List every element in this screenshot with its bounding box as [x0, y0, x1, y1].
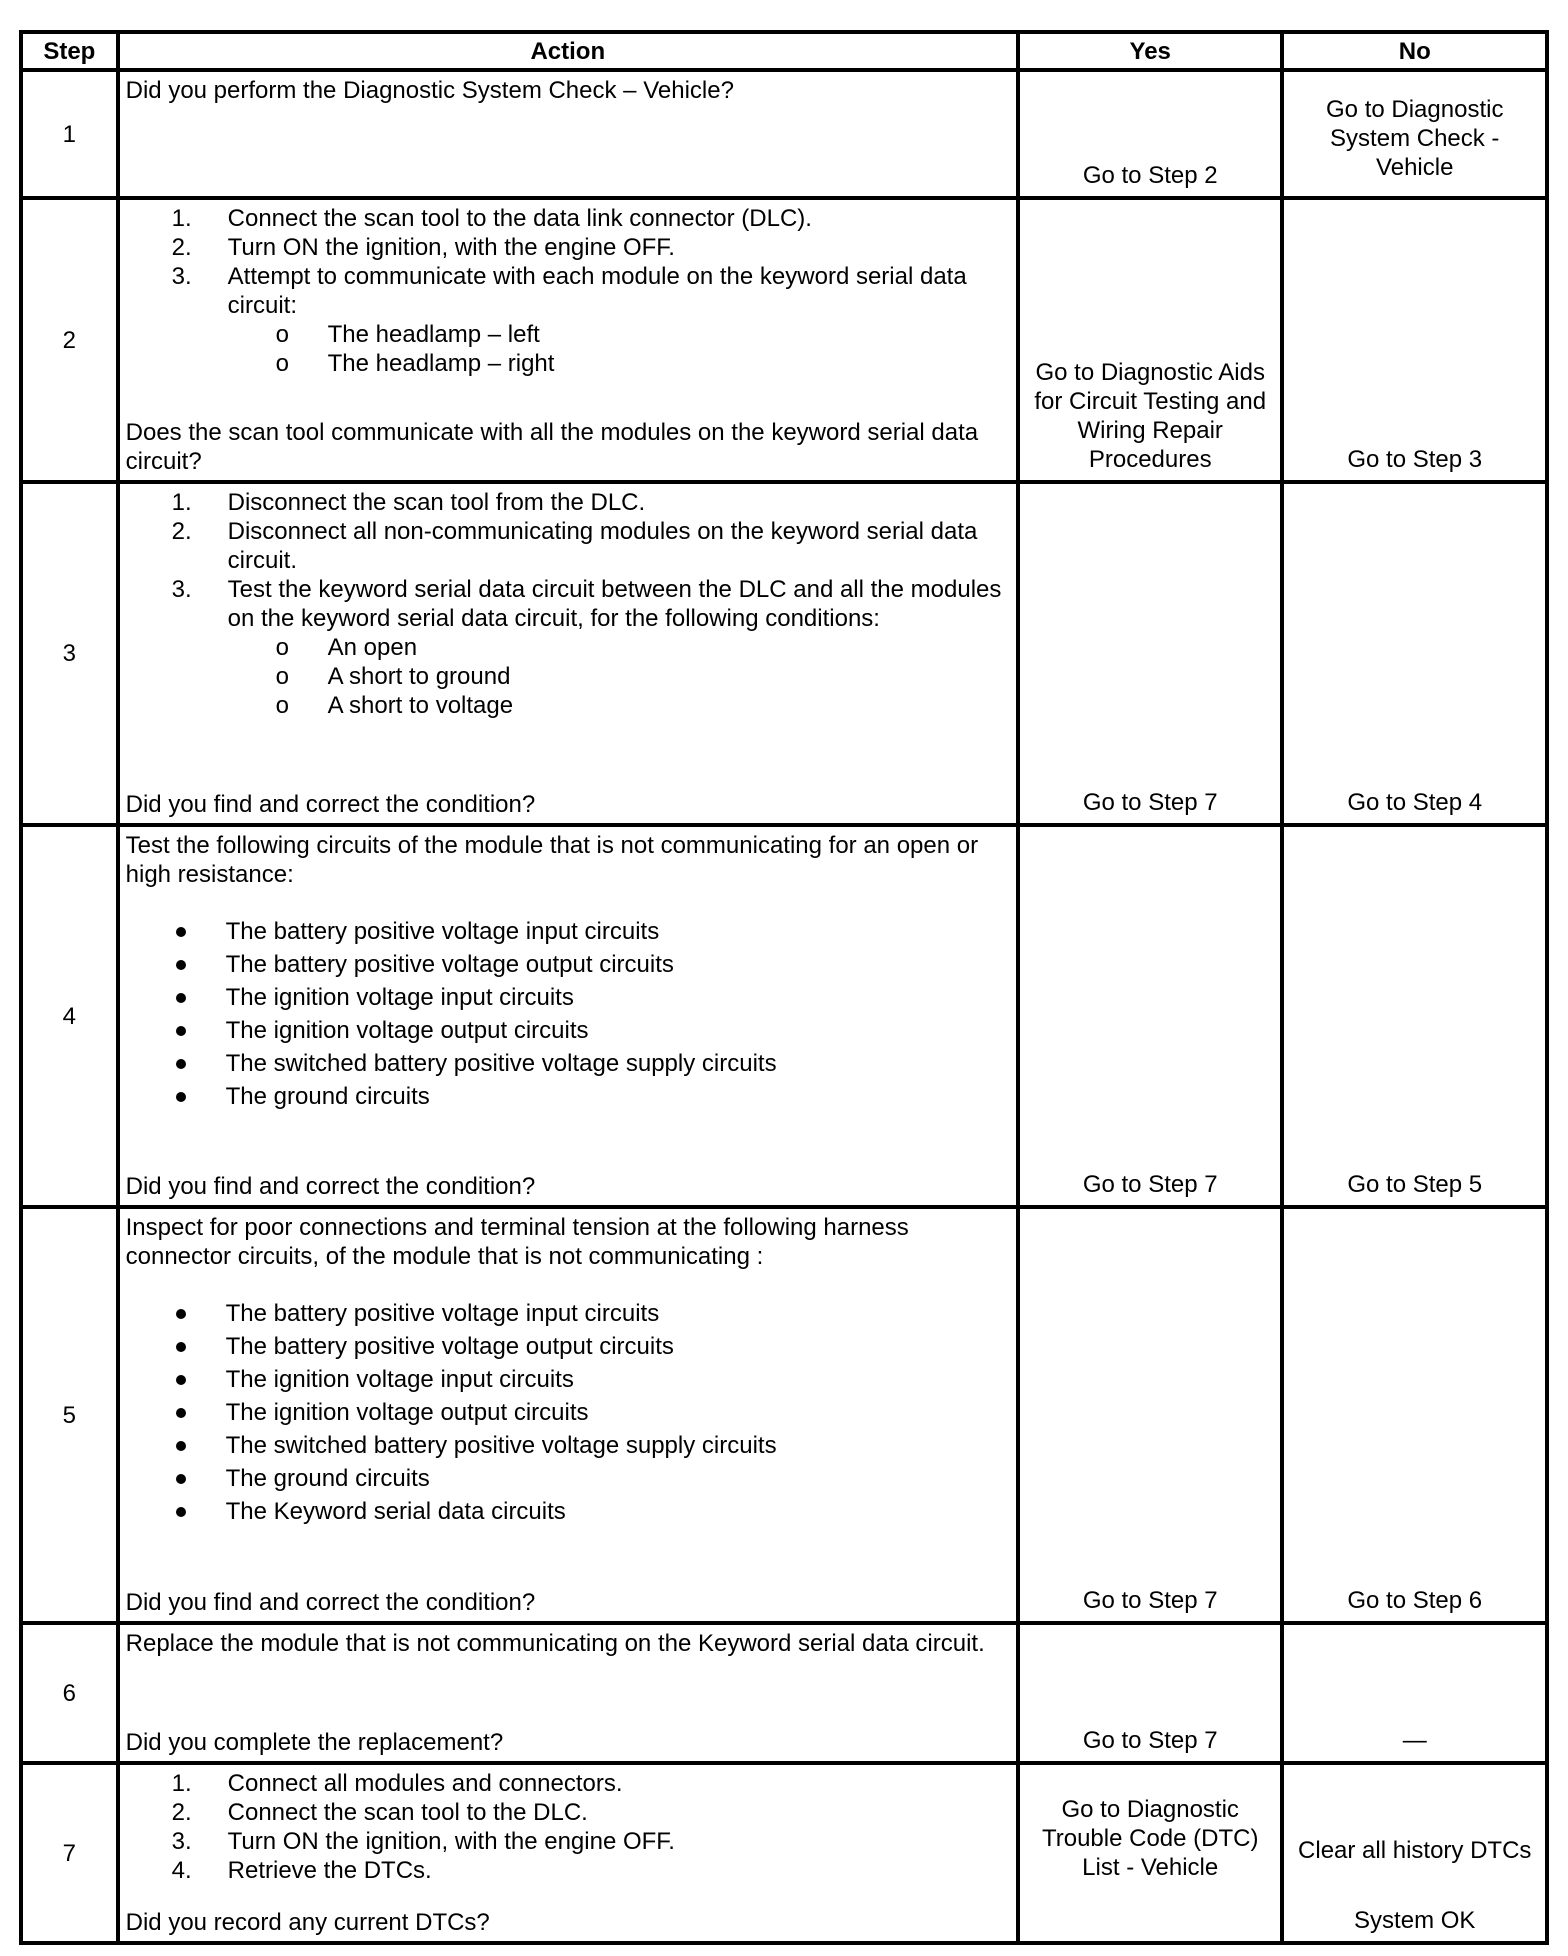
table-row [21, 198, 1547, 482]
list-item: o The headlamp – right [275, 350, 555, 377]
no-result: System OK [1354, 1907, 1476, 1934]
list-item: o An open [275, 634, 418, 661]
action-cell [118, 482, 1018, 825]
question-text: Did you find and correct the condition? [125, 1589, 536, 1616]
no-link[interactable]: Go to Step 3 [1347, 446, 1483, 473]
no-link[interactable]: Go to Diagnostic System Check - Vehicle [1326, 95, 1504, 181]
list-item: o A short to ground [275, 663, 511, 690]
table-row [21, 70, 1547, 198]
bullet-icon [176, 1342, 186, 1352]
step-number: 5 [21, 1207, 118, 1623]
list-item: o A short to voltage [275, 692, 514, 719]
no-cell [1282, 1207, 1547, 1623]
step-number: 1 [21, 70, 118, 198]
bullet-icon [176, 1474, 186, 1484]
list-item: 2. Turn ON the ignition, with the engine OFF. [171, 234, 675, 261]
action-cell [118, 198, 1018, 482]
yes-cell [1018, 482, 1283, 825]
action-text: Inspect for poor connections and terminal tension at the following harness connector circuits, of the module that is not communicating : [125, 1214, 909, 1270]
yes-cell [1018, 198, 1283, 482]
action-cell [118, 1623, 1018, 1763]
no-cell [1282, 1763, 1547, 1943]
numbered-list [126, 1769, 1008, 1885]
step-number: 4 [21, 825, 118, 1207]
list-item: The ignition voltage output circuits [126, 1016, 1008, 1045]
yes-cell [1018, 1623, 1283, 1763]
question-text: Did you record any current DTCs? [125, 1909, 490, 1936]
no-link[interactable]: Go to Step 4 [1347, 789, 1483, 816]
no-dash: — [1402, 1727, 1427, 1754]
bullet-icon [176, 960, 186, 970]
list-item: The ground circuits [126, 1464, 1008, 1493]
list-item: 1. Connect the scan tool to the data link connector (DLC). [171, 205, 812, 232]
no-cell [1282, 70, 1547, 198]
action-cell [118, 1207, 1018, 1623]
header-no: No [1282, 32, 1547, 70]
action-cell [118, 1763, 1018, 1943]
list-item: The switched battery positive voltage supply circuits [126, 1431, 1008, 1460]
step-number: 2 [21, 198, 118, 482]
question-text: Did you find and correct the condition? [125, 791, 536, 818]
bullet-icon [176, 927, 186, 937]
yes-link[interactable]: Go to Step 7 [1082, 1587, 1218, 1614]
list-item: The battery positive voltage output circuits [126, 950, 1008, 979]
no-cell [1282, 825, 1547, 1207]
action-text: Test the following circuits of the module that is not communicating for an open or high resistance: [125, 832, 979, 888]
no-cell [1282, 1623, 1547, 1763]
table-row [21, 825, 1547, 1207]
yes-link[interactable]: Go to Step 7 [1082, 789, 1218, 816]
list-item: 2. Connect the scan tool to the DLC. [171, 1799, 588, 1826]
action-cell [118, 825, 1018, 1207]
no-cell [1282, 198, 1547, 482]
bullet-icon [176, 1507, 186, 1517]
table-row [21, 482, 1547, 825]
bullet-icon [176, 1092, 186, 1102]
bullet-icon [176, 1059, 186, 1069]
table-row [21, 1763, 1547, 1943]
header-yes: Yes [1018, 32, 1283, 70]
bullet-icon [176, 1309, 186, 1319]
question-text: Did you find and correct the condition? [125, 1173, 536, 1200]
list-item: 4. Retrieve the DTCs. [171, 1857, 432, 1884]
header-action: Action [118, 32, 1018, 70]
list-item: The ignition voltage input circuits [126, 1365, 1008, 1394]
list-item: The battery positive voltage input circuits [126, 1299, 1008, 1328]
list-item: The switched battery positive voltage supply circuits [126, 1049, 1008, 1078]
no-cell [1282, 482, 1547, 825]
question-text: Did you complete the replacement? [125, 1729, 504, 1756]
list-item: The battery positive voltage input circuits [126, 917, 1008, 946]
header-row [21, 32, 1547, 70]
yes-cell [1018, 1207, 1283, 1623]
step-number: 3 [21, 482, 118, 825]
table-row [21, 1207, 1547, 1623]
list-item: 1. Connect all modules and connectors. [171, 1770, 623, 1797]
list-item: 3. Turn ON the ignition, with the engine OFF. [171, 1828, 675, 1855]
list-item: The ignition voltage input circuits [126, 983, 1008, 1012]
bullet-icon [176, 1375, 186, 1385]
bullet-list [126, 917, 1008, 1111]
bullet-icon [176, 993, 186, 1003]
list-item: The ignition voltage output circuits [126, 1398, 1008, 1427]
step-number: 6 [21, 1623, 118, 1763]
list-item: o The headlamp – left [275, 321, 540, 348]
list-item: The ground circuits [126, 1082, 1008, 1111]
bullet-list [126, 1299, 1008, 1526]
diagnostic-table [19, 30, 1549, 1945]
numbered-list [126, 204, 1008, 320]
no-link[interactable]: Clear all history DTCs [1298, 1837, 1532, 1864]
list-item: 3. Attempt to communicate with each module on the keyword serial data circuit: [171, 263, 967, 319]
no-link[interactable]: Go to Step 5 [1347, 1171, 1483, 1198]
yes-link[interactable]: Go to Step 7 [1082, 1171, 1218, 1198]
yes-link[interactable]: Go to Step 7 [1082, 1727, 1218, 1754]
sub-list [126, 633, 1008, 720]
yes-cell [1018, 825, 1283, 1207]
header-step: Step [21, 32, 118, 70]
bullet-icon [176, 1026, 186, 1036]
bullet-icon [176, 1441, 186, 1451]
list-item: 1. Disconnect the scan tool from the DLC. [171, 489, 646, 516]
list-item: The Keyword serial data circuits [126, 1497, 1008, 1526]
yes-cell [1018, 1763, 1283, 1943]
list-item: 2. Disconnect all non-communicating modules on the keyword serial data circuit. [171, 518, 978, 574]
no-link[interactable]: Go to Step 6 [1347, 1587, 1483, 1614]
list-item: The battery positive voltage output circuits [126, 1332, 1008, 1361]
numbered-list [126, 488, 1008, 633]
action-cell [118, 70, 1018, 198]
yes-link[interactable]: Go to Step 2 [1082, 162, 1218, 189]
action-text: Did you perform the Diagnostic System Check – Vehicle? [125, 77, 734, 104]
action-text: Replace the module that is not communicating on the Keyword serial data circuit. [125, 1630, 985, 1657]
bullet-icon [176, 1408, 186, 1418]
step-number: 7 [21, 1763, 118, 1943]
sub-list [126, 320, 1008, 378]
yes-link[interactable]: Go to Diagnostic Trouble Code (DTC) List - Vehicle [1041, 1795, 1259, 1881]
yes-link[interactable]: Go to Diagnostic Aids for Circuit Testing and Wiring Repair Procedures [1034, 359, 1267, 473]
question-text: Does the scan tool communicate with all the modules on the keyword serial data circuit? [125, 419, 979, 475]
list-item: 3. Test the keyword serial data circuit between the DLC and all the modules on the keyword serial data circuit, for the following conditions: [171, 576, 1002, 632]
yes-cell [1018, 70, 1283, 198]
table-row [21, 1623, 1547, 1763]
